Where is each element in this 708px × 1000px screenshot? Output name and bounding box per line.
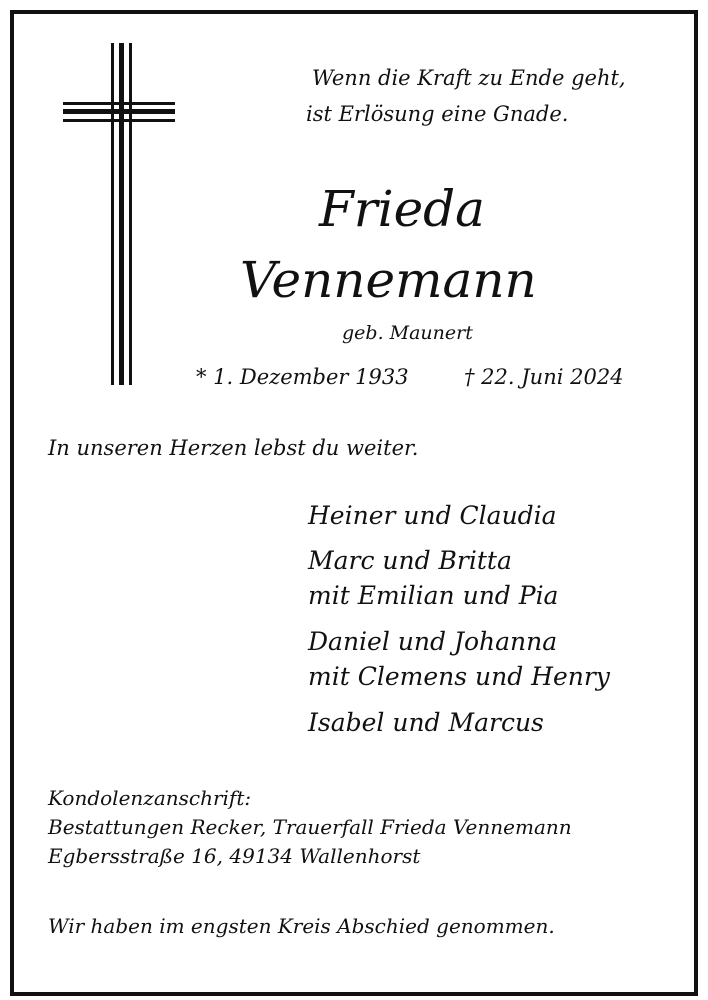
death-date: † 22. Juni 2024 xyxy=(464,365,624,389)
deceased-first-name: Frieda xyxy=(319,180,485,238)
birth-name: geb. Maunert xyxy=(342,322,473,344)
mourner-line: Heiner und Claudia xyxy=(308,501,557,530)
condolence-address-line-2: Egbersstraße 16, 49134 Wallenhorst xyxy=(48,844,421,868)
deceased-last-name: Vennemann xyxy=(240,251,537,309)
cross-icon xyxy=(63,43,175,385)
condolence-label: Kondolenzanschrift: xyxy=(48,786,252,810)
mourner-line: Isabel und Marcus xyxy=(308,708,544,737)
mourner-line: Daniel und Johanna xyxy=(308,627,558,656)
condolence-address-line-1: Bestattungen Recker, Trauerfall Frieda Vennemann xyxy=(48,815,572,839)
mourner-line: Marc und Britta xyxy=(308,546,512,575)
birth-date: * 1. Dezember 1933 xyxy=(196,365,409,389)
motto-line-1: Wenn die Kraft zu Ende geht, xyxy=(312,66,626,90)
mourner-line: mit Emilian und Pia xyxy=(308,581,559,610)
motto-line-2: ist Erlösung eine Gnade. xyxy=(306,102,569,126)
closing-line: Wir haben im engsten Kreis Abschied genommen. xyxy=(48,914,555,938)
remembrance-line: In unseren Herzen lebst du weiter. xyxy=(48,436,419,460)
mourner-line: mit Clemens und Henry xyxy=(308,662,610,691)
